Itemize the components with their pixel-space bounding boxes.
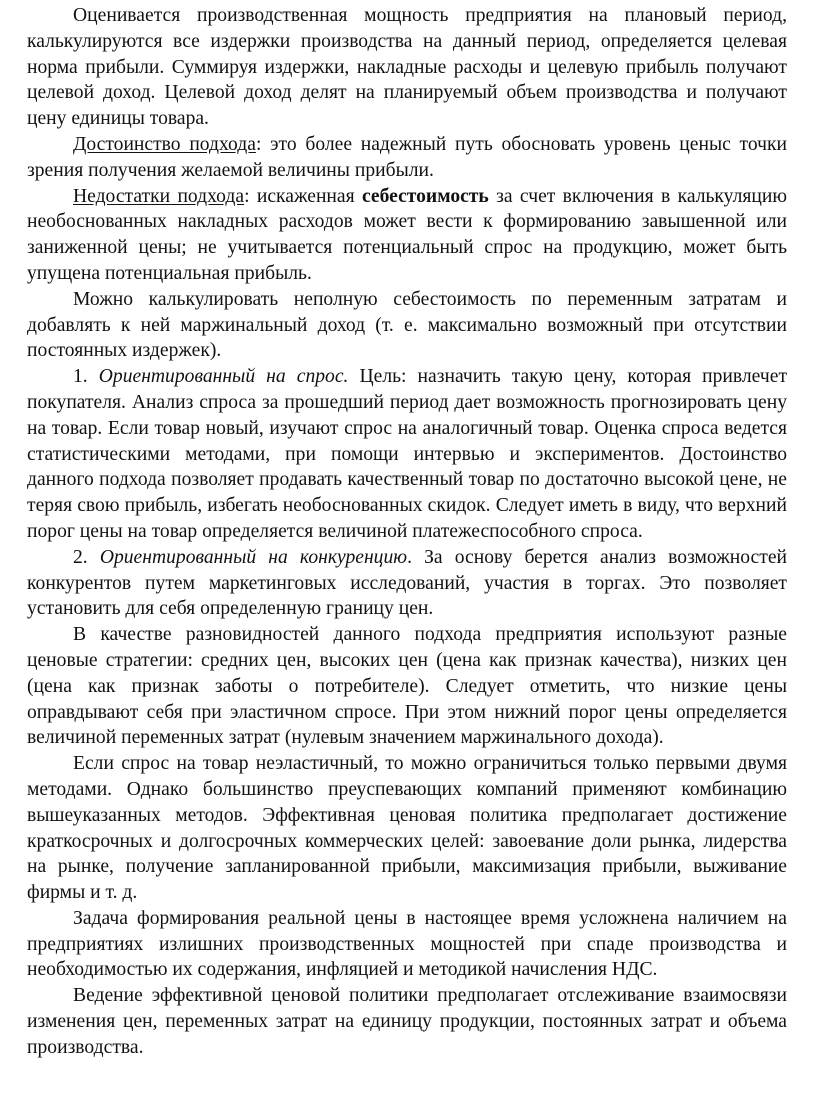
- paragraph-demand-oriented: [27, 364, 787, 545]
- paragraph-text: Задача формирования реальной цены в настоящее время усложнена наличием на предприятиях излишних производственных мощностей при спаде производства и необходимостью их содержания, инфляцией и методикой начисления НДС.: [27, 907, 787, 981]
- disadvantages-text: за счет включения в калькуляцию необоснованных накладных расходов может вести к формированию завышенной или заниженной цены; не учитывается потенциальный спрос на продукцию, может быть упущена потенциальная прибыль.: [27, 185, 787, 284]
- paragraph-advantage: [27, 132, 787, 184]
- paragraph-price-strategies: [27, 622, 787, 751]
- advantage-text: : это более надежный путь обосновать уровень ценыс точки зрения получения желаемой величины прибыли.: [27, 133, 787, 181]
- paragraph-inelastic-demand: [27, 751, 787, 906]
- list-number: 2.: [73, 546, 100, 568]
- paragraph-real-price-task: [27, 906, 787, 983]
- paragraph-text: Можно калькулировать неполную себестоимость по переменным затратам и добавлять к ней маржинальный доход (т. е. максимально возможный при отсутствии постоянных издержек).: [27, 288, 787, 362]
- demand-oriented-text: Цель: назначить такую цену, которая привлечет покупателя. Анализ спроса за прошедший период дает возможность прогнозировать цену на товар. Если товар новый, изучают спрос на аналогичный товар. Оценка спроса ведется статистическими методами, при помощи интервью и экспериментов. Достоинство данного подхода позволяет продавать качественный товар по достаточно высокой цене, не теряя свою прибыль, избегать необоснованных скидок. Следует иметь в виду, что верхний порог цены на товар определяется величиной платежеспособного спроса.: [27, 366, 788, 542]
- paragraph-disadvantages: [27, 184, 787, 287]
- paragraph-price-policy: [27, 983, 787, 1060]
- cost-bold-term: себестоимость: [361, 185, 489, 207]
- list-number: 1.: [73, 366, 99, 388]
- disadvantages-mid: : искаженная: [244, 185, 362, 207]
- paragraph-marginal-income: [27, 287, 787, 364]
- competition-oriented-text: . За основу берется анализ возможностей конкурентов путем маркетинговых исследований, участия в торгах. Это позволяет установить для себя определенную границу цен.: [27, 546, 787, 620]
- disadvantages-term: Недостатки подхода: [73, 185, 245, 207]
- advantage-term: Достоинство подхода: [73, 133, 256, 155]
- competition-oriented-title: Ориентированный на конкуренцию: [99, 546, 408, 568]
- paragraph-text: В качестве разновидностей данного подхода предприятия используют разные ценовые стратегии: средних цен, высоких цен (цена как признак качества), низких цен (цена как признак заботы о потребителе). Следует отметить, что низкие цены оправдывают себя при эластичном спросе. При этом нижний порог цены определяется величиной переменных затрат (нулевым значением маржинального дохода).: [27, 624, 787, 749]
- paragraph-text: Оценивается производственная мощность предприятия на плановый период, калькулируются все издержки производства на данный период, определяется целевая норма прибыли. Суммируя издержки, накладные расходы и целевую прибыль получают целевой доход. Целевой доход делят на планируемый объем производства и получают цену единицы товара.: [27, 5, 787, 130]
- paragraph-text: Ведение эффективной ценовой политики предполагает отслеживание взаимосвязи изменения цен, переменных затрат на единицу продукции, постоянных затрат и объема производства.: [27, 985, 787, 1058]
- demand-oriented-title: Ориентированный на спрос.: [98, 366, 349, 388]
- paragraph-text: Если спрос на товар неэластичный, то можно ограничиться только первыми двумя методами. Однако большинство преуспевающих компаний применяют комбинацию вышеуказанных методов. Эффективная ценовая политика предполагает достижение краткосрочных и долгосрочных коммерческих целей: завоевание доли рынка, лидерства на рынке, получение запланированной прибыли, максимизация прибыли, выживание фирмы и т. д.: [27, 753, 787, 904]
- document-page: [27, 3, 787, 1061]
- paragraph-competition-oriented: [27, 545, 787, 622]
- paragraph-target-income: [27, 3, 787, 132]
